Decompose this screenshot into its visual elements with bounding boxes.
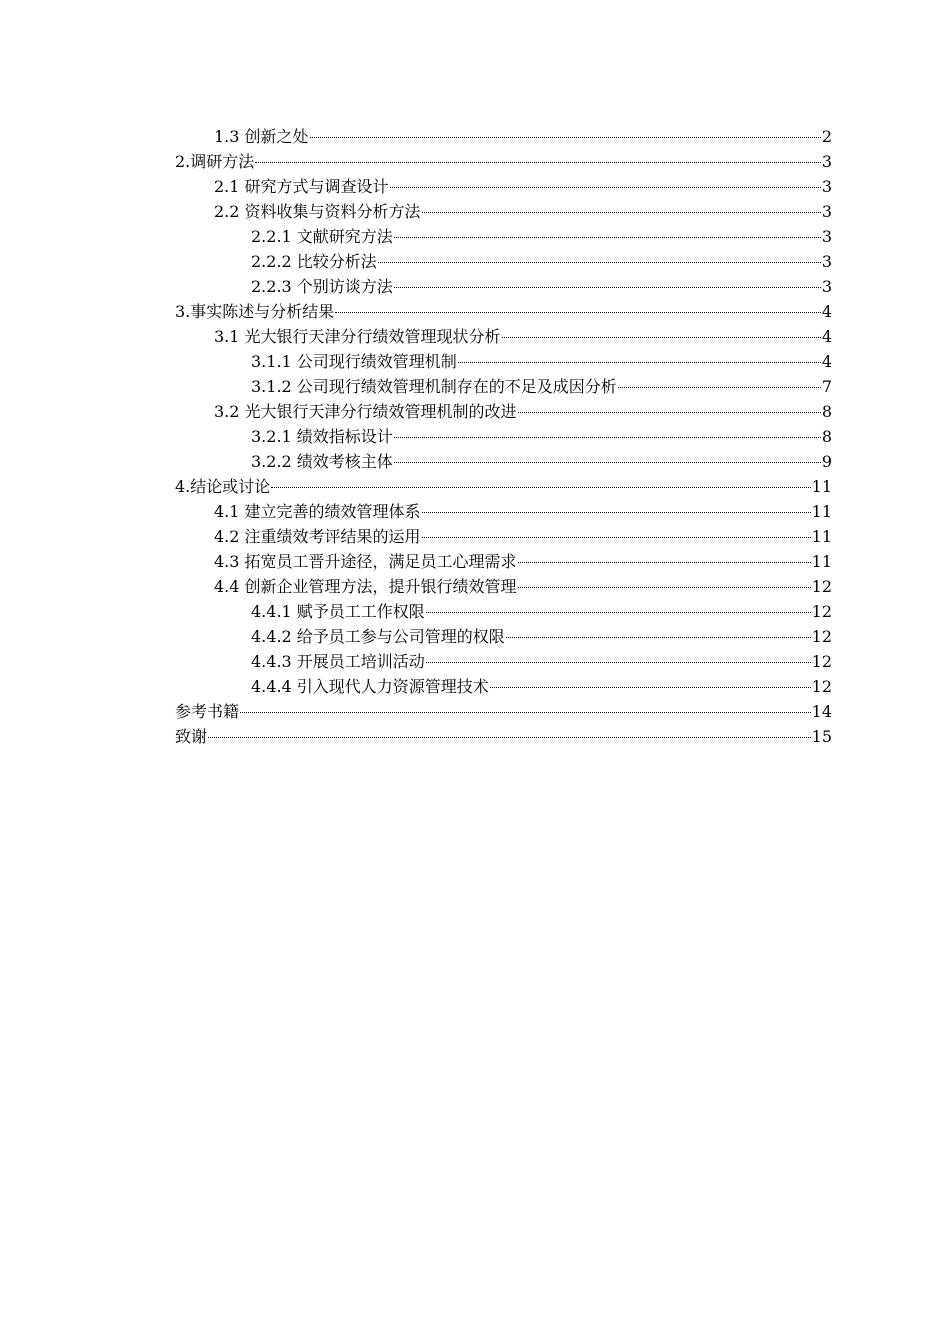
toc-entry[interactable] (175, 699, 832, 724)
toc-dot-leader (506, 637, 811, 638)
toc-entry-title: 4.1 建立完善的绩效管理体系 (214, 502, 421, 521)
toc-entry[interactable] (175, 274, 832, 299)
toc-entry-page: 3 (821, 277, 832, 296)
toc-entry-title: 3.2 光大银行天津分行绩效管理机制的改进 (214, 402, 517, 421)
toc-entry-page: 8 (821, 402, 832, 421)
toc-entry[interactable] (175, 499, 832, 524)
toc-entry-page: 12 (811, 652, 832, 671)
toc-entry-page: 12 (811, 602, 832, 621)
toc-entry-page: 7 (821, 377, 832, 396)
toc-entry[interactable] (175, 599, 832, 624)
toc-dot-leader (255, 162, 821, 163)
toc-dot-leader (618, 387, 821, 388)
toc-entry-title: 4.结论或讨论 (175, 477, 271, 496)
toc-entry-title: 2.2.3 个别访谈方法 (251, 277, 393, 296)
toc-entry-page: 11 (811, 477, 832, 496)
toc-dot-leader (394, 237, 821, 238)
toc-dot-leader (390, 187, 821, 188)
toc-entry-title: 3.1.2 公司现行绩效管理机制存在的不足及成因分析 (251, 377, 617, 396)
toc-entry-title: 4.4.2 给予员工参与公司管理的权限 (251, 627, 505, 646)
toc-entry[interactable] (175, 349, 832, 374)
toc-dot-leader (518, 587, 811, 588)
toc-entry-title: 3.2.1 绩效指标设计 (251, 427, 393, 446)
toc-entry[interactable] (175, 149, 832, 174)
toc-entry[interactable] (175, 574, 832, 599)
toc-entry[interactable] (175, 124, 832, 149)
toc-entry-title: 参考书籍 (175, 702, 240, 721)
toc-dot-leader (422, 537, 811, 538)
toc-entry-page: 3 (821, 152, 832, 171)
toc-dot-leader (240, 712, 811, 713)
toc-entry-page: 4 (821, 302, 832, 321)
toc-entry-title: 3.1 光大银行天津分行绩效管理现状分析 (214, 327, 501, 346)
toc-dot-leader (378, 262, 821, 263)
toc-dot-leader (458, 362, 821, 363)
toc-entry-page: 2 (821, 127, 832, 146)
toc-entry-page: 4 (821, 327, 832, 346)
toc-entry[interactable] (175, 674, 832, 699)
toc-entry-title: 4.4.1 赋予员工工作权限 (251, 602, 425, 621)
toc-entry-title: 2.1 研究方式与调查设计 (214, 177, 389, 196)
toc-entry[interactable] (175, 449, 832, 474)
toc-entry-title: 4.2 注重绩效考评结果的运用 (214, 527, 421, 546)
toc-entry[interactable] (175, 624, 832, 649)
toc-entry-title: 4.4.4 引入现代人力资源管理技术 (251, 677, 489, 696)
toc-entry[interactable] (175, 299, 832, 324)
toc-dot-leader (310, 137, 821, 138)
toc-entry-title: 2.调研方法 (175, 152, 255, 171)
toc-dot-leader (422, 212, 821, 213)
toc-entry-page: 11 (811, 502, 832, 521)
toc-entry[interactable] (175, 474, 832, 499)
toc-entry-page: 14 (811, 702, 832, 721)
toc-entry[interactable] (175, 224, 832, 249)
toc-dot-leader (502, 337, 821, 338)
toc-entry[interactable] (175, 199, 832, 224)
toc-entry-page: 3 (821, 202, 832, 221)
toc-entry[interactable] (175, 549, 832, 574)
toc-entry-page: 15 (811, 727, 832, 746)
toc-entry-title: 2.2 资料收集与资料分析方法 (214, 202, 421, 221)
toc-dot-leader (394, 437, 821, 438)
toc-dot-leader (208, 737, 811, 738)
toc-dot-leader (426, 612, 811, 613)
toc-dot-leader (426, 662, 811, 663)
toc-entry-page: 12 (811, 627, 832, 646)
toc-entry-title: 4.4.3 开展员工培训活动 (251, 652, 425, 671)
toc-entry-page: 4 (821, 352, 832, 371)
toc-entry-title: 2.2.2 比较分析法 (251, 252, 377, 271)
toc-entry-title: 4.3 拓宽员工晋升途径，满足员工心理需求 (214, 552, 517, 571)
toc-entry-page: 12 (811, 577, 832, 596)
table-of-contents (175, 124, 832, 749)
toc-entry[interactable] (175, 724, 832, 749)
toc-entry[interactable] (175, 399, 832, 424)
toc-entry[interactable] (175, 649, 832, 674)
toc-dot-leader (422, 512, 811, 513)
toc-dot-leader (518, 412, 821, 413)
toc-dot-leader (394, 462, 821, 463)
toc-entry[interactable] (175, 174, 832, 199)
toc-entry-title: 4.4 创新企业管理方法，提升银行绩效管理 (214, 577, 517, 596)
toc-entry-page: 3 (821, 177, 832, 196)
toc-entry-page: 11 (811, 527, 832, 546)
toc-entry-page: 9 (821, 452, 832, 471)
toc-entry-page: 3 (821, 227, 832, 246)
toc-entry-page: 8 (821, 427, 832, 446)
toc-entry-title: 2.2.1 文献研究方法 (251, 227, 393, 246)
toc-entry-title: 3.2.2 绩效考核主体 (251, 452, 393, 471)
toc-entry[interactable] (175, 324, 832, 349)
toc-entry-title: 致谢 (175, 727, 208, 746)
toc-entry-title: 3.1.1 公司现行绩效管理机制 (251, 352, 457, 371)
toc-entry-page: 11 (811, 552, 832, 571)
toc-dot-leader (271, 487, 810, 488)
toc-dot-leader (335, 312, 821, 313)
toc-entry[interactable] (175, 374, 832, 399)
toc-entry-page: 3 (821, 252, 832, 271)
toc-dot-leader (518, 562, 811, 563)
toc-dot-leader (394, 287, 821, 288)
toc-entry-title: 1.3 创新之处 (214, 127, 309, 146)
toc-entry[interactable] (175, 424, 832, 449)
toc-entry-title: 3.事实陈述与分析结果 (175, 302, 335, 321)
toc-entry-page: 12 (811, 677, 832, 696)
toc-entry[interactable] (175, 249, 832, 274)
toc-entry[interactable] (175, 524, 832, 549)
toc-dot-leader (490, 687, 811, 688)
